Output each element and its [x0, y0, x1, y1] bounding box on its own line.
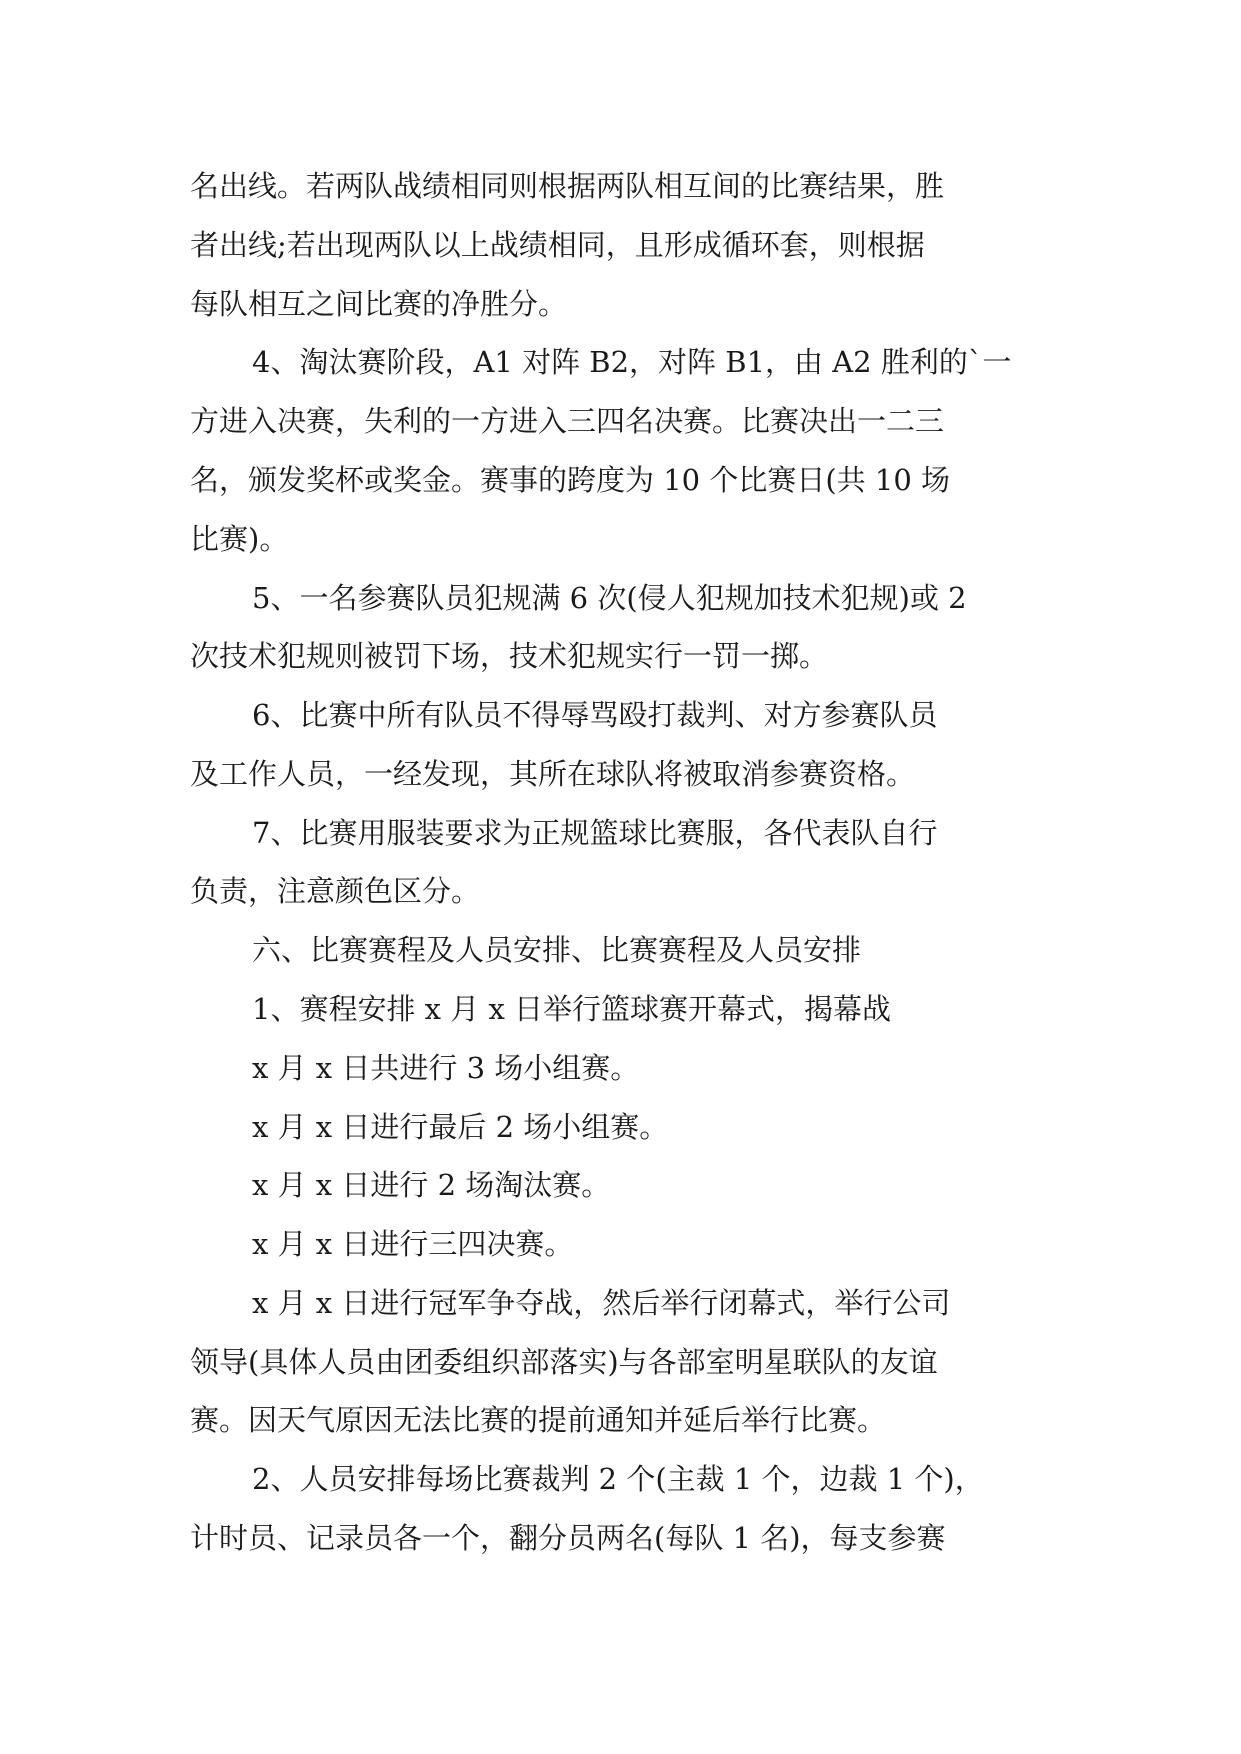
- text-line: 赛。因天气原因无法比赛的提前通知并延后举行比赛。: [190, 1403, 887, 1437]
- text-line: 7、比赛用服装要求为正规篮球比赛服，各代表队自行: [252, 816, 938, 850]
- text-line: 4、淘汰赛阶段，A1 对阵 B2，对阵 B1，由 A2 胜利的`一: [252, 345, 1012, 379]
- text-line: x 月 x 日进行最后 2 场小组赛。: [252, 1110, 669, 1144]
- text-line: x 月 x 日进行三四决赛。: [252, 1227, 574, 1261]
- text-line: 1、赛程安排 x 月 x 日举行篮球赛开幕式，揭幕战: [252, 992, 892, 1026]
- text-line: 6、比赛中所有队员不得辱骂殴打裁判、对方参赛队员: [252, 698, 938, 732]
- section-heading: 六、比赛赛程及人员安排、比赛赛程及人员安排: [252, 933, 862, 967]
- text-line: 每队相互之间比赛的净胜分。: [190, 287, 568, 321]
- text-line: x 月 x 日共进行 3 场小组赛。: [252, 1051, 640, 1085]
- text-line: 2、人员安排每场比赛裁判 2 个(主裁 1 个，边裁 1 个)，: [252, 1462, 984, 1496]
- text-line: 名出线。若两队战绩相同则根据两队相互间的比赛结果，胜: [190, 169, 945, 203]
- text-line: 领导(具体人员由团委组织部落实)与各部室明星联队的友谊: [190, 1345, 938, 1379]
- text-line: x 月 x 日进行 2 场淘汰赛。: [252, 1168, 611, 1202]
- text-line: 名，颁发奖杯或奖金。赛事的跨度为 10 个比赛日(共 10 场: [190, 463, 950, 497]
- text-line: 计时员、记录员各一个，翻分员两名(每队 1 名)，每支参赛: [190, 1521, 946, 1555]
- text-line: 方进入决赛，失利的一方进入三四名决赛。比赛决出一二三: [190, 404, 945, 438]
- text-line: x 月 x 日进行冠军争夺战，然后举行闭幕式，举行公司: [252, 1286, 951, 1320]
- text-line: 负责，注意颜色区分。: [190, 874, 481, 908]
- text-line: 次技术犯规则被罚下场，技术犯规实行一罚一掷。: [190, 639, 829, 673]
- text-line: 者出线;若出现两队以上战绩相同，且形成循环套，则根据: [190, 228, 925, 262]
- text-line: 5、一名参赛队员犯规满 6 次(侵人犯规加技术犯规)或 2: [252, 581, 967, 615]
- text-line: 比赛)。: [190, 522, 289, 556]
- text-line: 及工作人员，一经发现，其所在球队将被取消参赛资格。: [190, 757, 916, 791]
